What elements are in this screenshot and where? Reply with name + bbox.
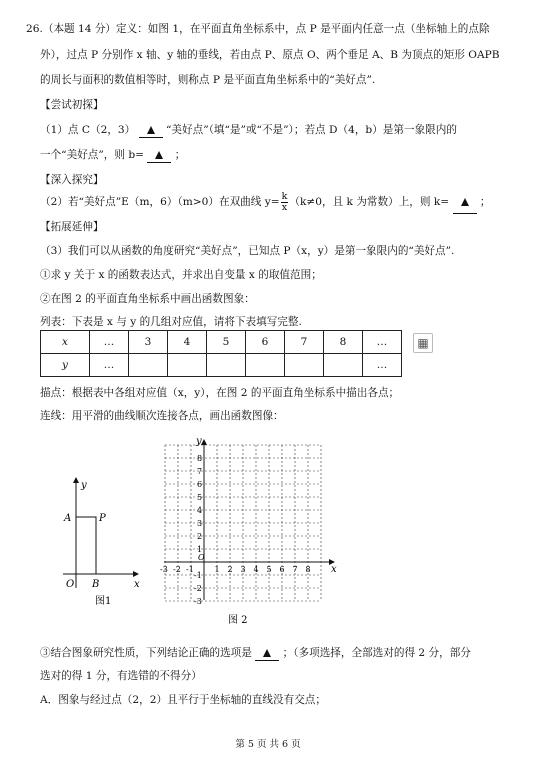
table-cell: 6 <box>246 331 285 354</box>
fig2-x-tick-label: -2 <box>173 565 181 574</box>
fig2-y-tick-label: 3 <box>197 519 203 528</box>
fig2-y-tick-label: 7 <box>197 467 203 476</box>
table-cell: 4 <box>168 331 207 354</box>
table-cell-input[interactable] <box>324 354 363 377</box>
table-cell-input[interactable] <box>285 354 324 377</box>
answer-blank-q1-b[interactable] <box>147 148 171 163</box>
section-try-heading: 【尝试初探】 <box>40 99 104 111</box>
fig1-x-label: x <box>134 579 140 590</box>
fig2-y-tick-label: 8 <box>197 454 203 463</box>
q3-sub3-text-a: ③结合图象研究性质，下列结论正确的选项是 <box>40 647 252 659</box>
table-cell: 8 <box>324 331 363 354</box>
fig1-point-p: P <box>99 513 106 524</box>
fig2-x-label: x <box>331 564 337 575</box>
fig2-y-tick-label: 5 <box>197 493 203 502</box>
answer-blank-q1-a[interactable] <box>139 123 163 138</box>
fig2-x-tick-label: 3 <box>240 565 246 574</box>
fig2-y-tick-label: 1 <box>197 545 203 554</box>
q1-text-d: ； <box>174 149 186 161</box>
fraction-numerator: k <box>281 190 288 202</box>
problem-line-1: 26.（本题 14 分）定义：如图 1，在平面直角坐标系中，点 P 是平面内任意一点（坐标轴上的点除 <box>26 23 490 35</box>
fig2-y-label: y <box>196 436 202 447</box>
table-row-x <box>41 331 402 354</box>
fig2-y-tick-label: 2 <box>197 532 203 541</box>
table-cell: … <box>363 331 402 354</box>
problem-line-2: 外），过点 P 分别作 x 轴、y 轴的垂线，若由点 P、原点 O、两个垂足 A、B 为顶点的矩形 OAPB <box>40 49 500 61</box>
table-cell: 5 <box>207 331 246 354</box>
fig1-point-b: B <box>92 579 100 590</box>
fig2-y-tick-label: 4 <box>197 506 203 515</box>
answer-blank-q3[interactable] <box>255 646 279 661</box>
table-cell-input[interactable] <box>168 354 207 377</box>
table-cell: 3 <box>129 331 168 354</box>
table-cell: x <box>41 331 90 354</box>
q2-text-a: （2）若“美好点”E（m，6）（m>0）在双曲线 y= <box>40 196 280 208</box>
fig2-x-ticks <box>160 565 311 574</box>
plot-instruction: 描点：根据表中各组对应值（x，y），在图 2 的平面直角坐标系中描出各点； <box>40 387 400 399</box>
table-tool-icon[interactable]: ▦ <box>413 333 433 353</box>
triangle-icon <box>263 649 271 657</box>
fig2-y-tick-label: -3 <box>194 597 202 606</box>
fig1-origin: O <box>66 579 75 590</box>
fig2-x-tick-label: 8 <box>305 565 311 574</box>
fraction-k-over-x <box>281 192 289 213</box>
table-cell-input[interactable] <box>129 354 168 377</box>
table-intro: 列表：下表是 x 与 y 的几组对应值，请将下表填写完整. <box>40 316 302 328</box>
table-cell: … <box>90 331 129 354</box>
table-row-y <box>41 354 402 377</box>
fig1-caption: 图1 <box>95 596 112 607</box>
fig2-y-tick-label: -1 <box>194 571 202 580</box>
table-cell-input[interactable] <box>246 354 285 377</box>
question-3-intro: （3）我们可以从函数的角度研究“美好点”，已知点 P（x，y）是第一象限内的“美好点”. <box>40 245 455 257</box>
value-table <box>40 330 402 377</box>
fig1-rectangle <box>76 517 96 574</box>
fig2-grid <box>165 445 321 601</box>
question-1-line-2 <box>40 148 185 163</box>
table-cell: … <box>363 354 402 377</box>
fig2-x-tick-label: 4 <box>253 565 259 574</box>
fig2-x-tick-label: -3 <box>160 565 168 574</box>
fig2-x-tick-label: 6 <box>279 565 285 574</box>
table-cell: y <box>41 354 90 377</box>
figure-2 <box>150 432 340 632</box>
fig2-origin: O <box>198 553 205 562</box>
fig2-x-tick-label: 5 <box>266 565 272 574</box>
figure-1 <box>58 470 148 610</box>
problem-line-3: 的周长与面积的数值相等时，则称点 P 是平面直角坐标系中的“美好点”. <box>40 74 376 86</box>
triangle-icon <box>461 198 469 206</box>
connect-instruction: 连线：用平滑的曲线顺次连接各点，画出函数图像： <box>40 410 284 422</box>
fig2-x-tick-label: 7 <box>292 565 298 574</box>
q2-text-b: （k≠0，且 k 为常数）上，则 k= <box>289 196 450 208</box>
triangle-icon <box>147 126 155 134</box>
question-1-line-1 <box>40 123 457 138</box>
q3-sub3-text-b: ；（多项选择，全部选对的得 2 分，部分 <box>282 647 471 659</box>
fraction-denominator: x <box>281 201 288 213</box>
table-cell-input[interactable] <box>207 354 246 377</box>
page-footer: 第 5 页 共 6 页 <box>235 739 301 750</box>
question-3-sub-3-line-2: 选对的得 1 分，有选错的不得分） <box>40 670 202 682</box>
fig2-x-tick-label: 2 <box>227 565 233 574</box>
fig2-x-tick-label: 1 <box>214 565 220 574</box>
question-3-sub-3-line-1 <box>40 646 471 661</box>
q1-text-a: （1）点 C（2，3） <box>40 124 136 136</box>
question-2-line <box>40 191 491 214</box>
table-cell: 7 <box>285 331 324 354</box>
fig1-y-label: y <box>81 480 87 491</box>
question-3-sub-2: ②在图 2 的平面直角坐标系中画出函数图象： <box>40 293 255 305</box>
section-explore-heading: 【深入探究】 <box>40 174 104 186</box>
table-cell: … <box>90 354 129 377</box>
fig1-point-a: A <box>64 513 72 524</box>
answer-blank-q2[interactable] <box>453 191 477 214</box>
fig2-y-ticks <box>194 454 202 606</box>
fig2-caption: 图 2 <box>228 615 248 626</box>
q1-text-c: 一个“美好点”，则 b= <box>40 149 145 161</box>
triangle-icon <box>155 151 163 159</box>
q1-text-b: “美好点”（填“是”或“不是”）；若点 D（4，b）是第一象限内的 <box>166 124 457 136</box>
fig2-y-tick-label: 6 <box>197 480 203 489</box>
fig2-x-tick-label: -1 <box>186 565 194 574</box>
option-a: A．图象与经过点（2，2）且平行于坐标轴的直线没有交点； <box>40 694 326 706</box>
section-extend-heading: 【拓展延伸】 <box>40 221 104 233</box>
fig2-y-tick-label: -2 <box>194 584 202 593</box>
q2-text-c: ； <box>479 196 491 208</box>
question-3-sub-1: ①求 y 关于 x 的函数表达式，并求出自变量 x 的取值范围； <box>40 269 322 281</box>
